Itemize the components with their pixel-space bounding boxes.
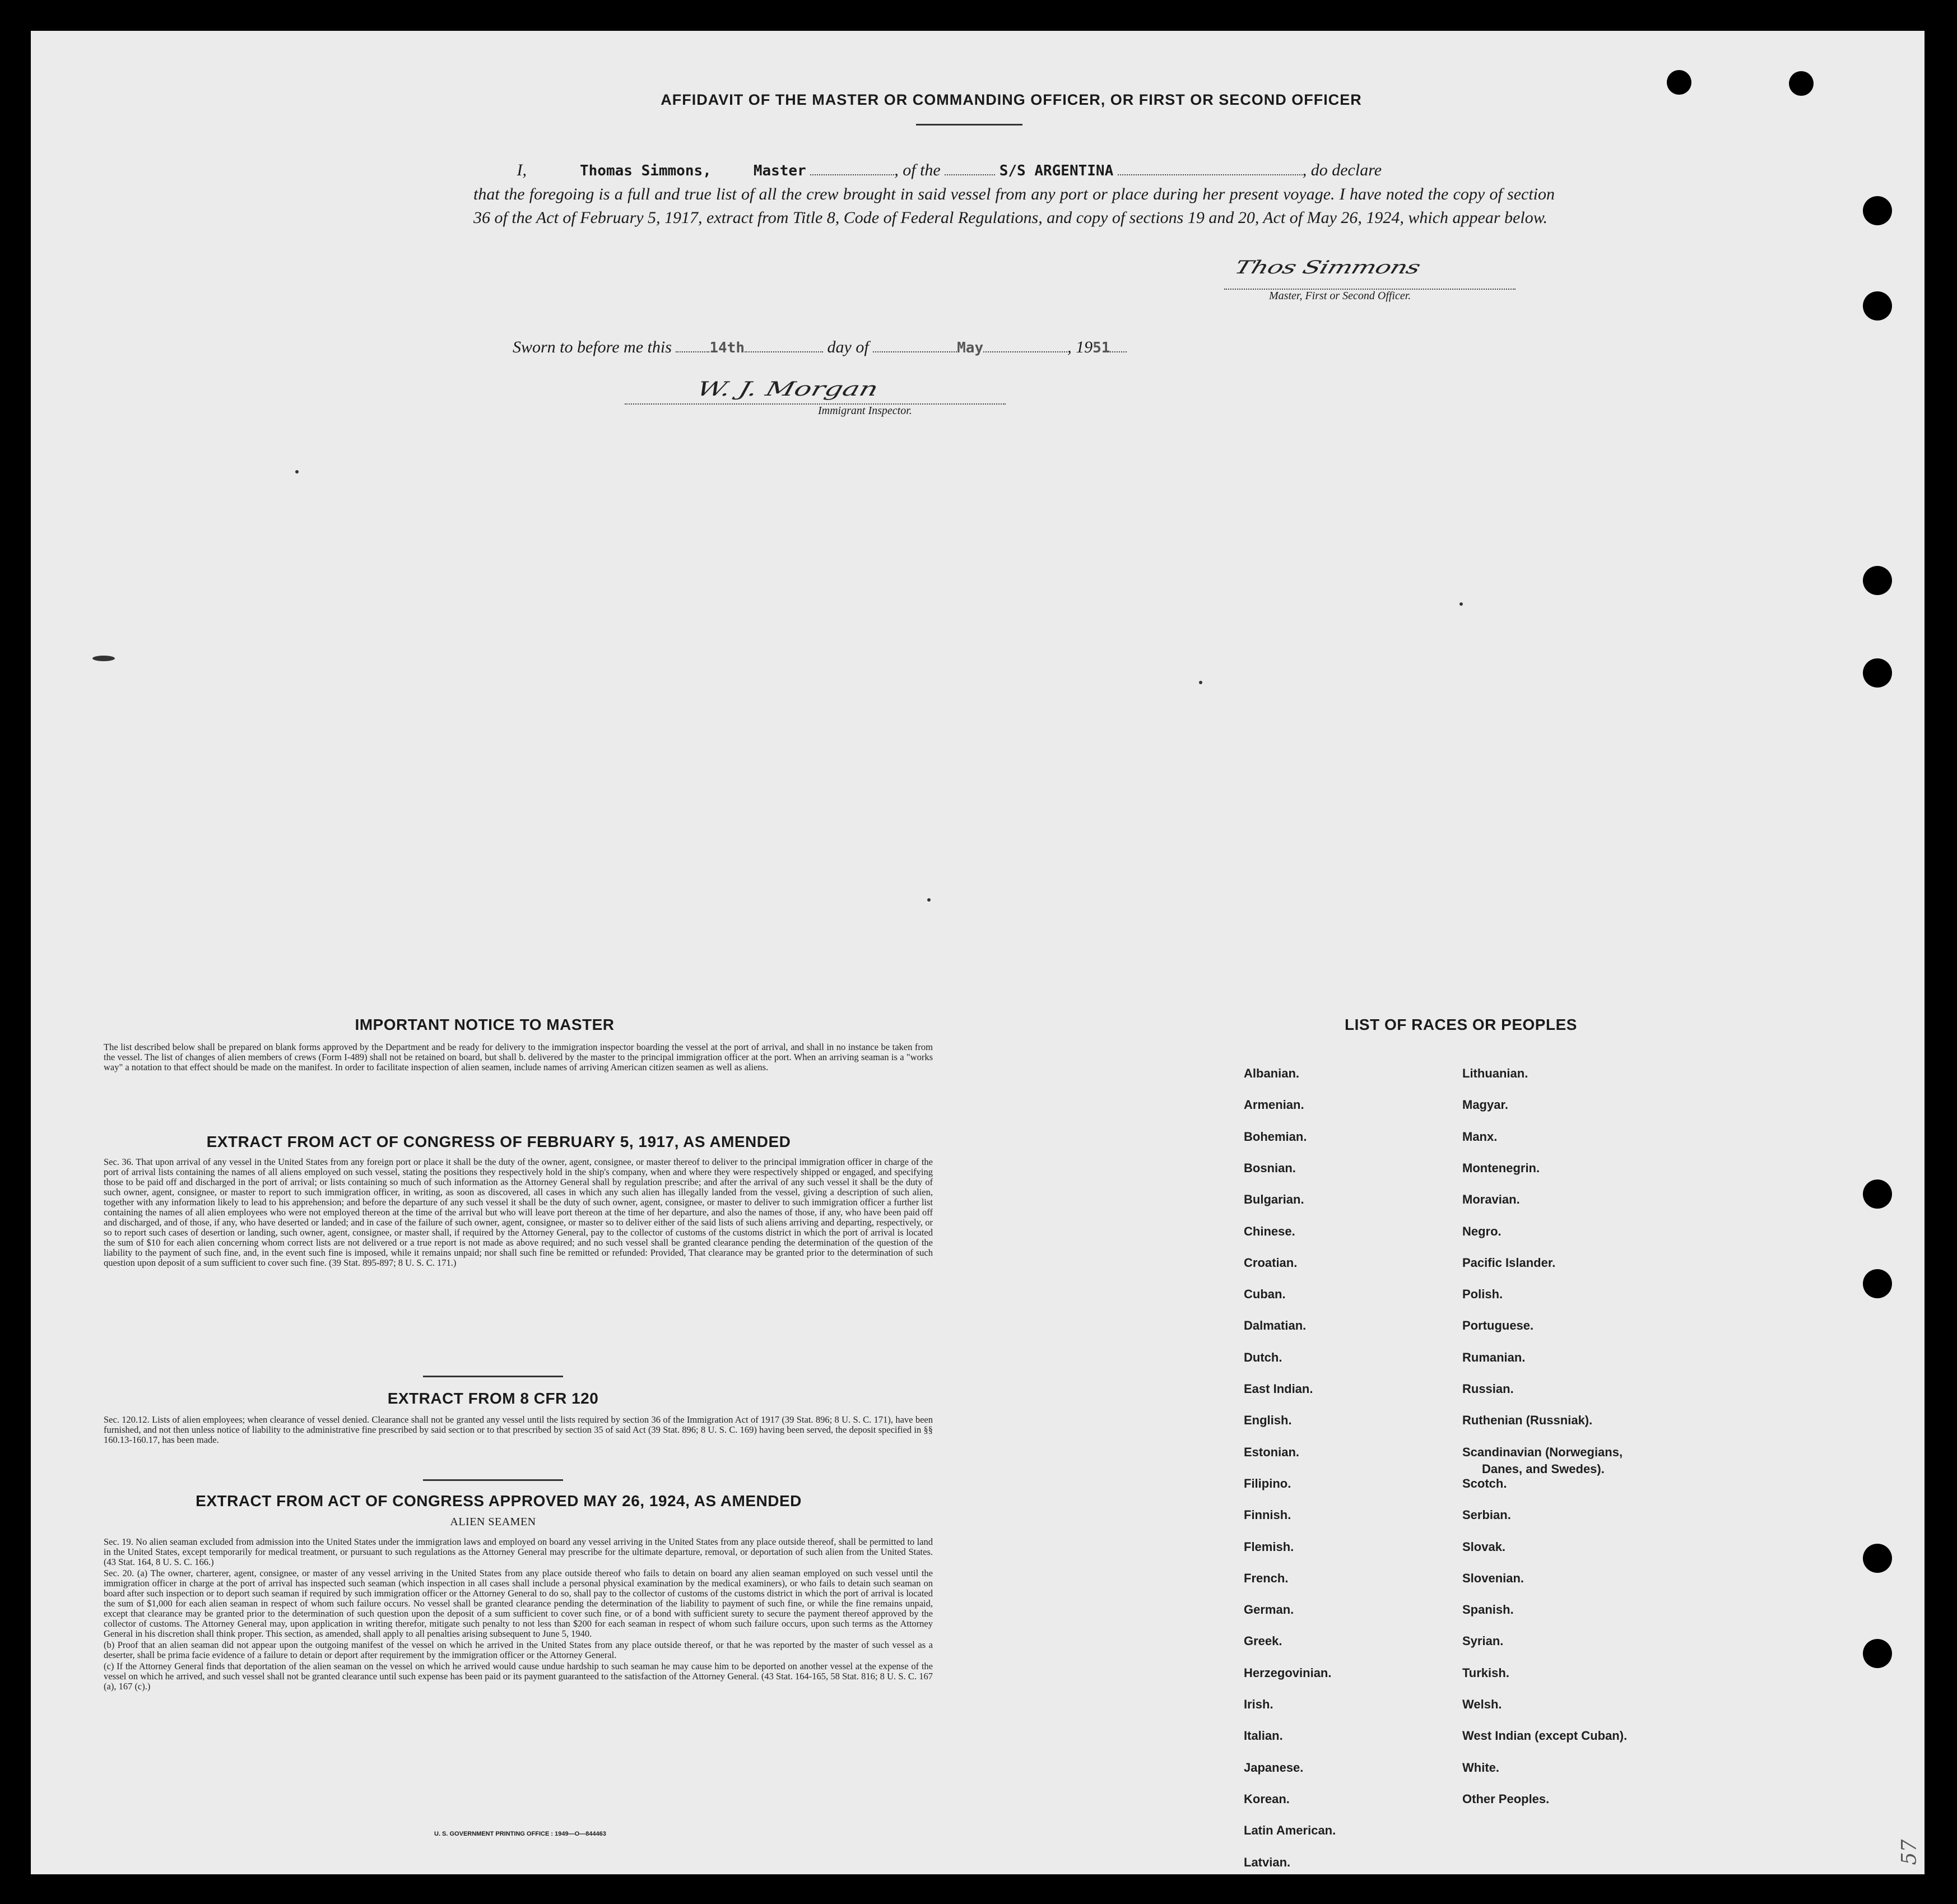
title-rule [916, 124, 1022, 126]
punch-hole [1667, 70, 1691, 95]
race-item: Manx. [1462, 1129, 1498, 1144]
extract-cfr-text: Sec. 120.12. Lists of alien employees; when clearance of vessel denied. Clearance shall not be granted any vessel until the lists required by section 36 of the Immigration Act of 1917 (39 Stat. 896; 8 U. S. C. 171), have been furnished, and not then unless notice of liability to the administrative fine prescribed by said section or to that prescribed by section 35 of said Act (39 Stat. 896; 8 U. S. C. 169) having been served, the deposit specified in §§ 160.13-160.17, has been made. [104, 1414, 933, 1445]
extract-1924-subtitle: ALIEN SEAMEN [450, 1516, 536, 1528]
master-signature: Thos Simmons [1231, 257, 1423, 278]
race-item: Greek. [1244, 1634, 1282, 1648]
form-sheet [31, 31, 1925, 1874]
speck [1459, 602, 1463, 606]
section-rule [423, 1376, 563, 1377]
race-item: Scotch. [1462, 1476, 1507, 1490]
speck [1199, 681, 1202, 684]
race-item: Irish. [1244, 1697, 1273, 1711]
master-position: Master [753, 162, 806, 179]
race-item: Cuban. [1244, 1287, 1286, 1302]
race-item: French. [1244, 1571, 1289, 1585]
race-item: Serbian. [1462, 1508, 1511, 1522]
sec-20a-paragraph: Sec. 20. (a) The owner, charterer, agent, consignee, or master of any vessel arriving in the United States from any place outside thereof who fails to detain on board any alien seaman employed on such vessel until the immigration officer in charge at the port of arrival has inspected such seaman (which inspection in all cases shall include a personal physical examination by the medical examiners), or who fails to detain such seaman on board after such inspection or to deport such seaman if required by such immigration officer or the Attorney General to do so, shall pay to the collector of customs of the customs district in which the port of arrival is located the sum of $1,000 for each alien seaman in respect of whom such failure occurs. No vessel shall be granted clearance pending the determination of the liability to payment of such fine, or while the fine remains unpaid, except that clearance may be granted prior to the determination of such question upon the deposit of a sum sufficient to cover such fine, or of a bond with sufficient surety to secure the payment thereof approved by the collector of customs. The Attorney General may, upon application in writing therefor, mitigate such penalty to not less than $200 for each seaman in respect of whom such failure occurs, upon such terms as the Attorney General in his discretion shall think proper. This section, as amended, shall apply to all penalties arising subsequent to June 5, 1940. [104, 1568, 933, 1639]
sec-20c-paragraph: (c) If the Attorney General finds that deportation of the alien seaman on the vessel on which he arrived would cause undue hardship to such seaman he may cause him to be deported on another vessel at the expense of the vessel on which he arrived, and such vessel shall not be granted clearance until such expense has been paid or its payment guaranteed to the satisfaction of the Attorney General. (43 Stat. 164-165, 58 Stat. 816; 8 U. S. C. 167 (a), 167 (c).) [104, 1661, 933, 1692]
race-item: Rumanian. [1462, 1350, 1526, 1364]
punch-hole [1863, 291, 1892, 321]
punch-hole [1789, 71, 1814, 96]
sworn-day-of: day of [827, 338, 869, 356]
race-item: Spanish. [1462, 1603, 1514, 1617]
punch-hole [1863, 1544, 1892, 1573]
race-item: Negro. [1462, 1224, 1502, 1238]
race-item: Armenian. [1244, 1098, 1304, 1112]
punch-hole [1863, 1269, 1892, 1298]
race-item: Danes, and Swedes). [1482, 1461, 1605, 1476]
race-item: Portuguese. [1462, 1318, 1534, 1333]
inspector-signature: W. J. Morgan [694, 377, 881, 401]
inspector-caption: Immigrant Inspector. [818, 405, 912, 417]
extract-1917-title: EXTRACT FROM ACT OF CONGRESS OF FEBRUARY 5, 1917, AS AMENDED [206, 1133, 791, 1150]
extract-1924-title: EXTRACT FROM ACT OF CONGRESS APPROVED MAY 26, 1924, AS AMENDED [196, 1492, 802, 1510]
race-item: Turkish. [1462, 1665, 1509, 1680]
declaration-line-1 [473, 159, 1555, 183]
race-item: West Indian (except Cuban). [1462, 1729, 1628, 1743]
sec-19-paragraph: Sec. 19. No alien seaman excluded from admission into the United States under the immigration laws and employed on board any vessel arriving in the United States from any place outside thereof, shall be permitted to land in the United States, except temporarily for medical treatment, or pursuant to such regulations as the Attorney General may prescribe for the ultimate departure, removal, or deportation of such alien from the United States. (43 Stat. 164, 8 U. S. C. 166.) [104, 1536, 933, 1567]
sworn-year-prefix: 19 [1076, 338, 1093, 356]
declaration-prefix: I, [517, 161, 527, 179]
declare-text: , do declare [1302, 161, 1382, 179]
race-item: Dalmatian. [1244, 1318, 1307, 1333]
race-item: Japanese. [1244, 1760, 1304, 1775]
race-item: Slovenian. [1462, 1571, 1524, 1585]
punch-hole [1863, 658, 1892, 688]
speck [92, 656, 115, 661]
race-item: Pacific Islander. [1462, 1255, 1556, 1270]
speck [295, 470, 299, 473]
sworn-month: May [957, 340, 984, 356]
race-item: Bohemian. [1244, 1129, 1307, 1144]
race-item: Estonian. [1244, 1445, 1300, 1459]
sworn-year: 51 [1093, 340, 1110, 356]
declaration [473, 159, 1555, 230]
sworn-prefix: Sworn to before me this [513, 338, 672, 356]
master-name: Thomas Simmons, [580, 162, 712, 179]
race-item: Other Peoples. [1462, 1791, 1550, 1806]
race-item: White. [1462, 1760, 1499, 1775]
affidavit-title: AFFIDAVIT OF THE MASTER OR COMMANDING OFFICER, OR FIRST OR SECOND OFFICER [661, 91, 1362, 108]
race-item: Filipino. [1244, 1476, 1291, 1490]
race-item: Korean. [1244, 1791, 1290, 1806]
race-item: Latin American. [1244, 1823, 1336, 1838]
race-item: Polish. [1462, 1287, 1503, 1302]
master-caption: Master, First or Second Officer. [1269, 290, 1411, 302]
sworn-line: Sworn to before me this 14th day of May , 1951 [513, 338, 1297, 357]
of-the-text: , of the [894, 161, 941, 179]
punch-hole [1863, 196, 1892, 225]
inspector-signature-line [625, 403, 1006, 405]
extract-1917-text: Sec. 36. That upon arrival of any vessel in the United States from any foreign port or place it shall be the duty of the owner, agent, consignee, or master thereof to deliver to the principal immigration officer in charge of the port of arrival lists containing the names of all aliens employed on such vessel, stating the positions they respectively hold in the ship's company, when and where they were respectively shipped or engaged, and specifying those to be paid off and discharged in the port of arrival; or lists containing so much of such information as the Attorney General shall by regulation prescribe; and after the arrival of any such vessel it shall be the duty of such owner, agent, consignee, or master to report to such immigration officer, in writing, as soon as discovered, all cases in which any such alien has illegally landed from the vessel, giving a description of such alien, together with any information likely to lead to his apprehension; and before the departure of any such vessel it shall be the duty of such owner, agent, consignee, or master to deliver to such immigration officer a further list containing the names of all alien employees who were not employed thereon at the time of the arrival but who will leave port thereon at the time of her departure, and also the names of those, if any, who have been paid off and discharged, and of those, if any, who have deserted or landed; and in case of the failure of such owner, agent, consignee, or master so to deliver either of the said lists of such aliens arriving and departing, respectively, or so to report such cases of desertion or landing, such owner, agent, consignee, or master shall, if required by the Attorney General, pay to the collector of customs of the customs district in which the port of arrival is located the sum of $10 for each alien concerning whom correct lists are not delivered or a true report is not made as above required; and no such vessel shall be granted clearance pending the determination of the question of the liability to the payment of such fine, and, in the event such fine is imposed, while it remains unpaid; nor shall such fine be remitted or refunded: Provided, That clearance may be granted prior to the determination of such question upon deposit of a sum sufficient to cover such fine. (39 Stat. 895-897; 8 U. S. C. 171.) [104, 1157, 933, 1268]
race-item: Ruthenian (Russniak). [1462, 1413, 1593, 1428]
race-item: Welsh. [1462, 1697, 1502, 1711]
extract-cfr-title: EXTRACT FROM 8 CFR 120 [387, 1390, 599, 1407]
race-item: Dutch. [1244, 1350, 1282, 1364]
race-item: English. [1244, 1413, 1292, 1428]
race-item: Russian. [1462, 1382, 1514, 1396]
race-item: Albanian. [1244, 1066, 1300, 1080]
race-item: Magyar. [1462, 1098, 1508, 1112]
punch-hole [1863, 566, 1892, 595]
races-title: LIST OF RACES OR PEOPLES [1345, 1016, 1577, 1033]
extract-1924-text [104, 1537, 933, 1693]
race-item: Herzegovinian. [1244, 1665, 1332, 1680]
race-item: Latvian. [1244, 1855, 1291, 1869]
race-item: Lithuanian. [1462, 1066, 1528, 1080]
declaration-body: that the foregoing is a full and true list of all the crew brought in said vessel from any port or place during her present voyage. I have noted the copy of section 36 of the Act of February 5, 1917, extract from Title 8, Code of Federal Regulations, and copy of sections 19 and 20, Act of May 26, 1924, which appear below. [473, 185, 1555, 227]
race-item: Finnish. [1244, 1508, 1291, 1522]
race-item: East Indian. [1244, 1382, 1313, 1396]
race-item: Scandinavian (Norwegians, [1462, 1445, 1623, 1459]
race-item: Croatian. [1244, 1255, 1298, 1270]
race-item: Bosnian. [1244, 1160, 1296, 1175]
punch-hole [1863, 1639, 1892, 1668]
speck [927, 898, 931, 902]
race-item: Flemish. [1244, 1539, 1294, 1554]
vessel-name: S/S ARGENTINA [999, 162, 1114, 179]
race-item: Montenegrin. [1462, 1160, 1540, 1175]
race-item: Syrian. [1462, 1634, 1504, 1648]
page-number-mark: 57 [1898, 1839, 1921, 1865]
race-item: Italian. [1244, 1729, 1283, 1743]
punch-hole [1863, 1179, 1892, 1209]
bleed-through-texture [1095, 87, 1902, 1039]
section-rule [423, 1479, 563, 1481]
race-item: Chinese. [1244, 1224, 1295, 1238]
race-item: Bulgarian. [1244, 1192, 1304, 1207]
sec-20b-paragraph: (b) Proof that an alien seaman did not appear upon the outgoing manifest of the vessel on which he arrived in the United States from any place outside thereof, or that he was reported by the master of such vessel as a deserter, shall be prima facie evidence of a failure to detain or deport after requirement by the immigration officer or the Attorney General. [104, 1640, 933, 1660]
race-item: Slovak. [1462, 1539, 1506, 1554]
printer-imprint: U. S. GOVERNMENT PRINTING OFFICE : 1949—O—844463 [434, 1831, 606, 1837]
notice-text: The list described below shall be prepared on blank forms approved by the Department and be ready for delivery to the immigration inspector boarding the vessel at the port of arrival, and shall in no instance be taken from the vessel. The list of changes of alien members of crews (Form I-489) shall not be retained on board, but shall b. delivered by the master to the principal immigration officer at the port. When an arriving seaman is a "works way" a notation to that effect should be made on the manifest. In order to facilitate inspection of alien seamen, include names of arriving American citizen seamen as well as aliens. [104, 1042, 933, 1072]
sworn-day: 14th [709, 340, 745, 356]
race-item: German. [1244, 1603, 1294, 1617]
notice-title: IMPORTANT NOTICE TO MASTER [355, 1016, 615, 1033]
race-item: Moravian. [1462, 1192, 1520, 1207]
